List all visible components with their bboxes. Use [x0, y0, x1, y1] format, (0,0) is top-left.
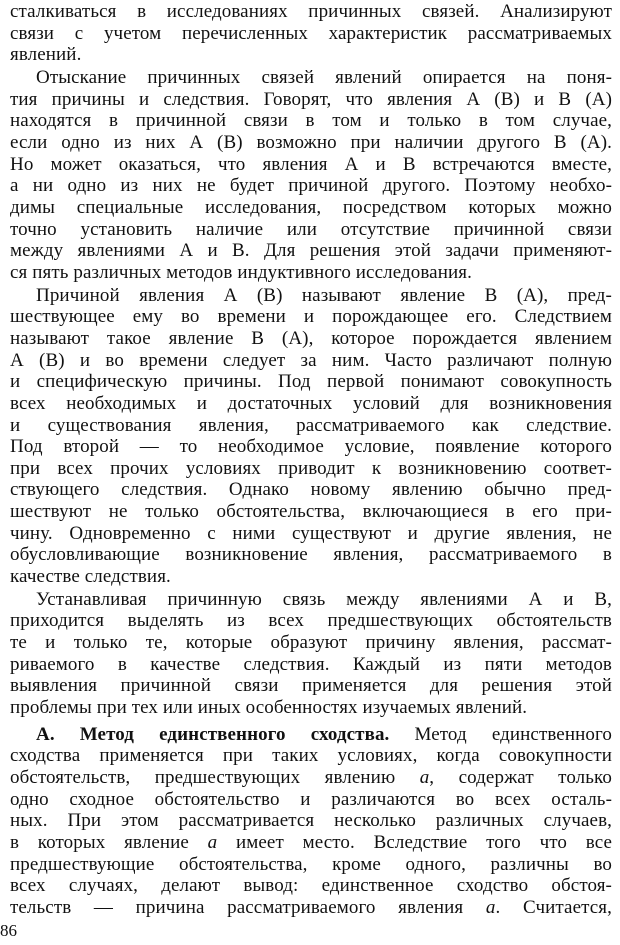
text-line: явлений.: [10, 44, 82, 65]
text-line: точно установить наличие или отсутствие причинной связи: [10, 219, 612, 240]
text-span: в которых явление: [10, 832, 208, 853]
text-line: чину. Одновременно с ними существуют и другие явления, не: [10, 523, 612, 544]
text-line: при всех прочих условиях приводит к возникновению соответ-: [10, 458, 612, 479]
text-line: связи с учетом перечисленных характеристик рассматриваемых: [10, 23, 612, 44]
text-line: предшествующие обстоятельства, кроме одного, различны во: [10, 854, 612, 875]
text-line: Но может оказаться, что явления А и В встречаются вместе,: [10, 154, 612, 175]
text-line: шествуют не только обстоятельства, включающиеся в его при-: [10, 501, 612, 522]
italic-variable: a: [485, 897, 496, 918]
text-span: , содержат только: [429, 767, 612, 788]
text-line: шествующее ему во времени и порождающее его. Следствием: [10, 306, 612, 327]
text-span: обстоятельств, предшествующих явлению: [10, 767, 420, 788]
text-line: Отыскание причинных связей явлений опирается на поня-: [36, 67, 612, 88]
text-line: одно сходное обстоятельство и различаются во всех осталь-: [10, 789, 612, 810]
text-line: и существования явления, рассматриваемого как следствие.: [10, 415, 612, 436]
text-line: ся пять различных методов индуктивного исследования.: [10, 262, 472, 283]
text-line: риваемого в качестве следствия. Каждый из пяти методов: [10, 654, 612, 675]
text-line: качестве следствия.: [10, 566, 171, 587]
text-line: всех случаях, делают вывод: единственное сходство обстоя-: [10, 875, 612, 896]
text-line: сходства применяется при таких условиях, когда совокупности: [10, 745, 612, 766]
text-span: тельств — причина рассматриваемого явления: [10, 897, 486, 918]
section-heading-continuation: Метод единственного: [389, 724, 613, 745]
text-line: всех необходимых и достаточных условий для возникновения: [10, 393, 612, 414]
section-heading: А. Метод единственного сходства.: [36, 724, 390, 745]
text-line: и специфическую причины. Под первой понимают совокупность: [10, 371, 612, 392]
text-line: находятся в причинной связи в том и только в том случае,: [10, 110, 612, 131]
text-line: те и только те, которые образуют причину явления, рассмат-: [10, 632, 612, 653]
text-line: А (В) и во времени следует за ним. Часто различают полную: [10, 350, 612, 371]
text-span: . Считается,: [495, 897, 612, 918]
italic-variable: a: [207, 832, 218, 853]
text-line: выявления причинной связи применяется для решения этой: [10, 675, 612, 696]
text-line: сталкиваться в исследованиях причинных связей. Анализируют: [10, 1, 612, 22]
text-line: ных. При этом рассматривается несколько различных случаев,: [10, 810, 612, 831]
text-line: [10, 896, 612, 920]
text-line: обусловливающие возникновение явления, рассматриваемого в: [10, 544, 612, 565]
text-line: называют такое явление В (А), которое порождается явлением: [10, 328, 612, 349]
text-line: димы специальные исследования, посредством которых можно: [10, 197, 612, 218]
text-line: Под второй — то необходимое условие, появление которого: [10, 436, 612, 457]
text-line: [10, 766, 612, 790]
text-line: Причиной явления А (В) называют явление В (А), пред-: [36, 285, 612, 306]
text-line: тия причины и следствия. Говорят, что явления А (В) и В (А): [10, 89, 612, 110]
text-line: если одно из них А (В) возможно при наличии другого В (А).: [10, 132, 612, 153]
text-line: приходится выделять из всех предшествующих обстоятельств: [10, 610, 612, 631]
text-line: [10, 831, 612, 855]
text-line: Устанавливая причинную связь между явлениями А и В,: [36, 589, 612, 610]
page-number: 86: [0, 921, 17, 940]
text-line: между явлениями А и В. Для решения этой задачи применяют-: [10, 240, 612, 261]
text-line: а ни одно из них не будет причиной другого. Поэтому необхо-: [10, 175, 612, 196]
text-line: ствующего следствия. Однако новому явлению обычно пред-: [10, 479, 612, 500]
text-span: имеет место. Вследствие того что все: [217, 832, 612, 853]
italic-variable: a: [419, 767, 430, 788]
text-line: проблемы при тех или иных особенностях изучаемых явлений.: [10, 697, 528, 718]
